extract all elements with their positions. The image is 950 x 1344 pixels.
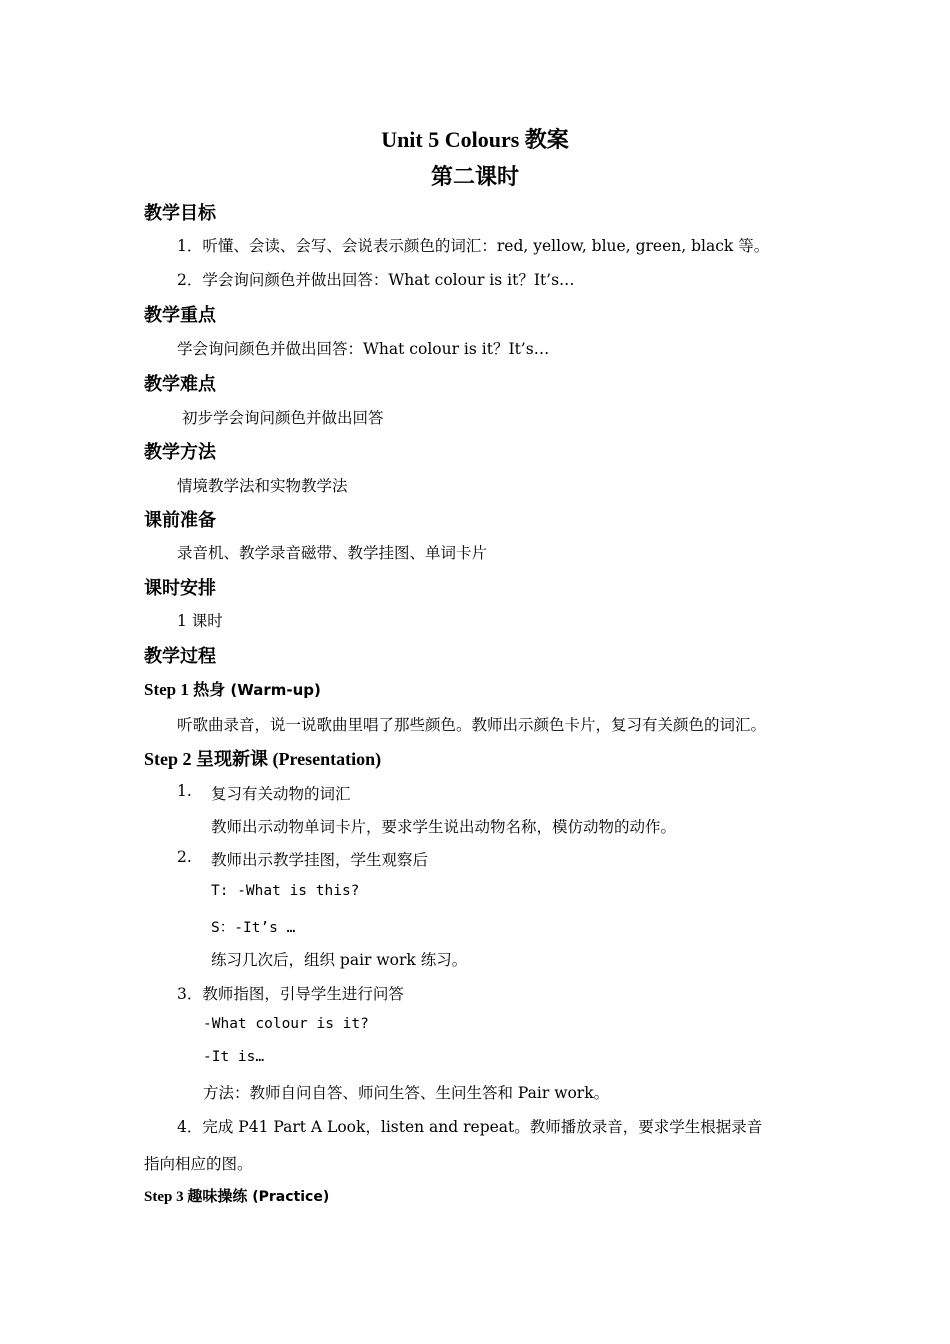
- focus-text: 学会询问颜色并做出回答：What colour is it？It’s…: [177, 340, 550, 358]
- document-subtitle: 第二课时: [430, 164, 519, 189]
- step2-dialog-student: S：-It’s …: [211, 920, 296, 936]
- heading-schedule: 课时安排: [144, 578, 216, 599]
- goal-item-1: 1．听懂、会读、会写、会说表示颜色的词汇：red, yellow, blue, green, black 等。: [177, 237, 770, 255]
- heading-method: 教学方法: [144, 442, 216, 463]
- step2-item4-line2: 指向相应的图。: [144, 1155, 253, 1173]
- difficulty-text: 初步学会询问颜色并做出回答: [182, 409, 384, 427]
- step1-en: (Warm-up): [225, 681, 321, 699]
- step3-title: [144, 1185, 329, 1206]
- step2-item1-number: 1.: [177, 782, 192, 800]
- goal-item-2: 2．学会询问颜色并做出回答：What colour is it？It’s…: [177, 271, 575, 289]
- step1-title: [144, 677, 321, 700]
- document-title: Unit 5 Colours 教案: [381, 127, 569, 152]
- schedule-text: 1 课时: [177, 612, 223, 630]
- step2-item2-number: 2.: [177, 848, 192, 866]
- step2-item4-line1: 4．完成 P41 Part A Look，listen and repeat。教师播放录音，要求学生根据录音: [177, 1118, 763, 1136]
- step3-cn: 趣味操练: [187, 1187, 248, 1205]
- step2-item2-practice: 练习几次后，组织 pair work 练习。: [211, 951, 468, 969]
- step2-item3-question: -What colour is it?: [203, 1016, 369, 1032]
- heading-preparation: 课前准备: [144, 510, 216, 531]
- step3-prefix: Step 3: [144, 1189, 188, 1205]
- step2-item3-method: 方法：教师自问自答、师问生答、生问生答和 Pair work。: [203, 1084, 610, 1102]
- step2-dialog-teacher: T: -What is this?: [211, 883, 360, 899]
- step1-text: 听歌曲录音，说一说歌曲里唱了那些颜色。教师出示颜色卡片，复习有关颜色的词汇。: [177, 716, 767, 734]
- heading-goals: 教学目标: [144, 203, 216, 224]
- step2-item1-text: 教师出示动物单词卡片，要求学生说出动物名称，模仿动物的动作。: [211, 818, 677, 836]
- heading-process: 教学过程: [144, 646, 216, 667]
- heading-difficulty: 教学难点: [144, 374, 216, 395]
- step2-item3-answer: -It is…: [203, 1049, 265, 1065]
- step2-title: Step 2 呈现新课 (Presentation): [144, 749, 382, 769]
- method-text: 情境教学法和实物教学法: [177, 477, 348, 495]
- heading-focus: 教学重点: [144, 305, 216, 326]
- preparation-text: 录音机、教学录音磁带、教学挂图、单词卡片: [177, 544, 488, 562]
- step1-cn: 热身: [193, 680, 226, 699]
- step1-prefix: Step 1: [144, 680, 194, 699]
- step2-item1-title: 复习有关动物的词汇: [211, 785, 351, 803]
- step2-item2-title: 教师出示教学挂图，学生观察后: [211, 851, 429, 869]
- step2-item3-title: 3．教师指图，引导学生进行问答: [177, 985, 404, 1003]
- step3-en: (Practice): [247, 1189, 330, 1205]
